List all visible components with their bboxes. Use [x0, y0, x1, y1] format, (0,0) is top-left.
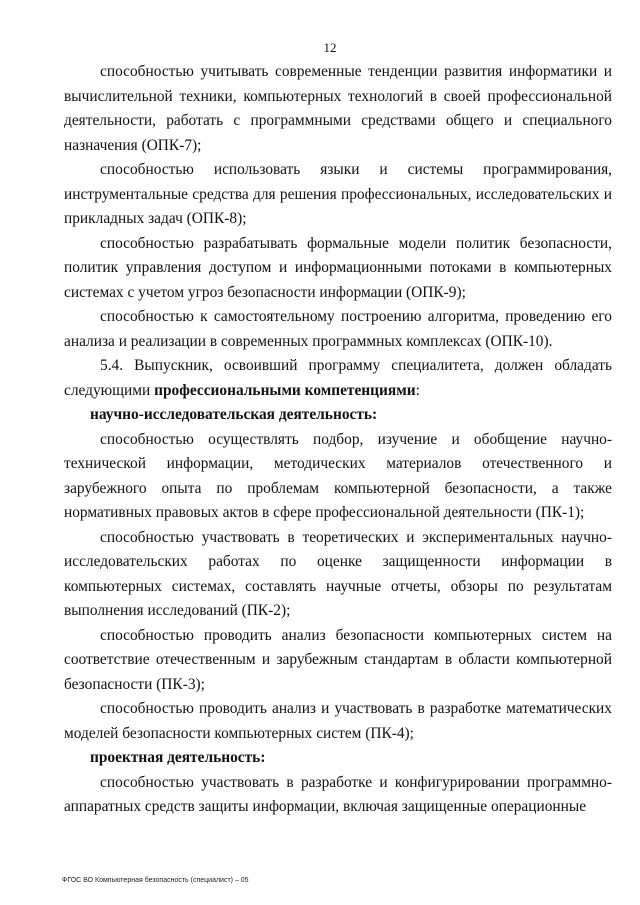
paragraph-intro-5-4	[64, 354, 612, 403]
paragraph-opk-10: способностью к самостоятельному построению алгоритма, проведению его анализа и реализации в современных программных комплексах (ОПК-10).	[64, 308, 612, 350]
heading-project-activity: проектная деятельность:	[90, 749, 266, 766]
heading-research-activity: научно-исследовательская деятельность:	[90, 406, 378, 423]
paragraph-opk-8: способностью использовать языки и системы программирования, инструментальные средства для решения профессиональных, исследовательских и прикладных задач (ОПК-8);	[64, 161, 612, 227]
paragraph-opk-7: способностью учитывать современные тенденции развития информатики и вычислительной техники, компьютерных технологий в своей профессиональной деятельности, работать с программными средствами общего и специального назначения (ОПК-7);	[64, 63, 612, 154]
page-footer: ФГОС ВО Компьютерная безопасность (специалист) – 05	[62, 877, 249, 884]
paragraph-pk-5-partial: способностью участвовать в разработке и конфигурировании программно-аппаратных средств защиты информации, включая защищенные операционные	[64, 773, 612, 815]
document-body	[64, 60, 612, 820]
paragraph-pk-2: способностью участвовать в теоретических и экспериментальных научно-исследовательских работах по оценке защищенности информации в компьютерных системах, составлять научные отчеты, обзоры по результатам выполнения исследований (ПК-2);	[64, 528, 612, 619]
intro-text: 5.4. Выпускник, освоивший программу специалитета, должен обладать следующими	[64, 357, 612, 399]
intro-colon: :	[415, 381, 420, 399]
paragraph-opk-9: способностью разрабатывать формальные модели политик безопасности, политик управления доступом и информационными потоками в компьютерных системах с учетом угроз безопасности информации (ОПК-9);	[64, 234, 612, 301]
intro-bold-term: профессиональными компетенциями	[154, 381, 416, 399]
paragraph-pk-3: способностью проводить анализ безопасности компьютерных систем на соответствие отечественным и зарубежным стандартам в области компьютерной безопасности (ПК-3);	[64, 626, 612, 693]
paragraph-pk-1: способностью осуществлять подбор, изучение и обобщение научно-технической информации, методических материалов отечественного и зарубежного опыта по проблемам компьютерной безопасности, а также нормативных правовых актов в сфере профессиональной деятельности (ПК-1);	[64, 430, 612, 521]
page-number: 12	[323, 40, 337, 55]
paragraph-pk-4: способностью проводить анализ и участвовать в разработке математических моделей безопасности компьютерных систем (ПК-4);	[64, 700, 612, 742]
